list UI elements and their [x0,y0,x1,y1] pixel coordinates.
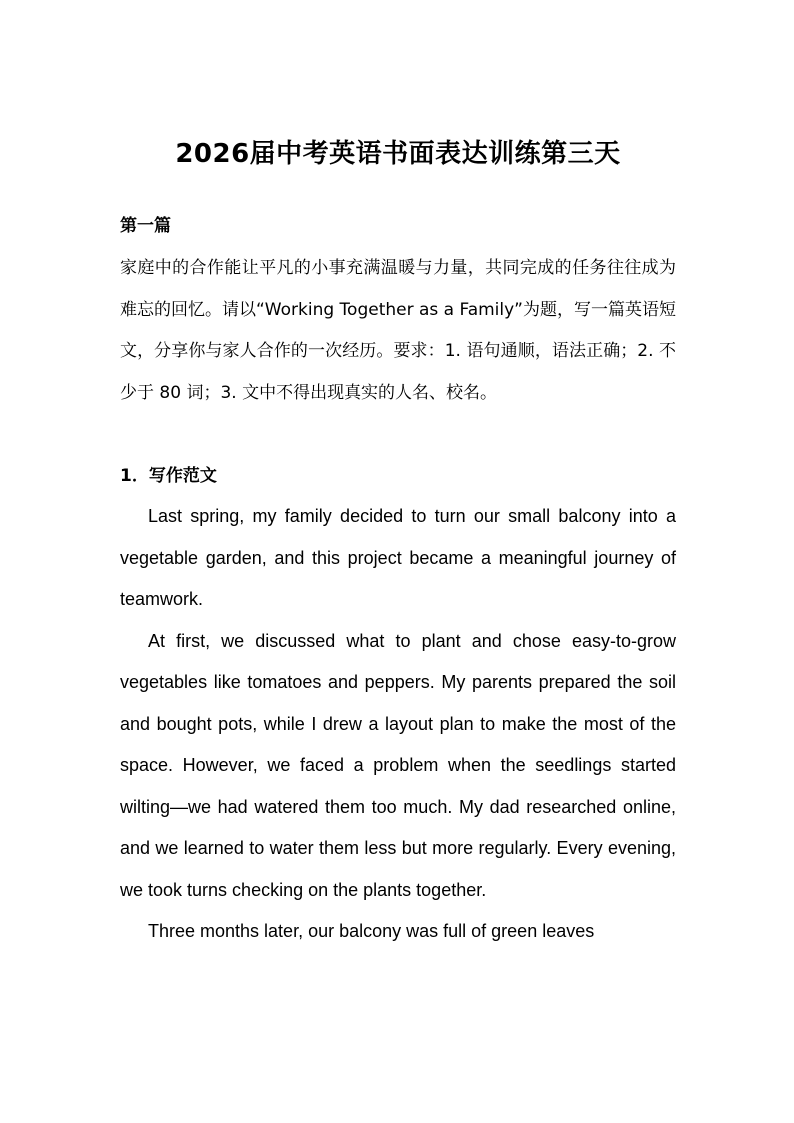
essay-paragraph-1: Last spring, my family decided to turn our small balcony into a vegetable garden, and this project became a meaningful journey of teamwork. [120,506,676,609]
writing-prompt: 家庭中的合作能让平凡的小事充满温暖与力量，共同完成的任务往往成为难忘的回忆。请以“Working Together as a Family”为题，写一篇英语短文，分享你与家人合作的一次经历。要求：1. 语句通顺，语法正确；2. 不少于 80 词；3. 文中不得出现真实的人名、校名。 [120,258,676,403]
section-heading: 第一篇 [120,216,171,236]
essay-paragraph-2: At first, we discussed what to plant and chose easy-to-grow vegetables like tomatoes and peppers. My parents prepared the soil and bought pots, while I drew a layout plan to make the most of the space. However, we faced a problem when the seedlings started wilting—we had watered them too much. My dad researched online, and we learned to water them less but more regularly. Every evening, we took turns checking on the plants together. [120,630,676,900]
essay-paragraph-3: Three months later, our balcony was full of green leaves [148,921,595,941]
sample-essay [120,496,676,953]
page-title: 2026届中考英语书面表达训练第三天 [175,139,621,169]
sample-essay-heading: 1．写作范文 [120,466,217,486]
